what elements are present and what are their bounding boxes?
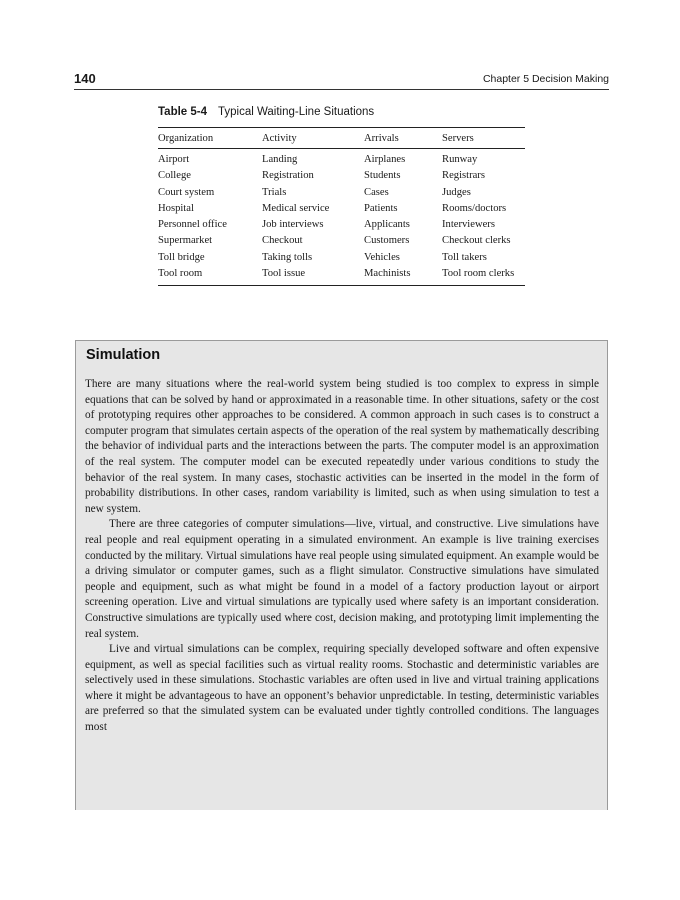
table-label: Table 5-4 (158, 106, 207, 118)
table-cell: Customers (364, 235, 410, 247)
table-cell: Students (364, 170, 401, 182)
table-cell: Medical service (262, 202, 330, 214)
table-cell: Patients (364, 202, 398, 214)
table-cell: Checkout (262, 235, 303, 247)
table-row (158, 149, 525, 169)
waiting-line-table (158, 127, 525, 286)
table-caption (158, 106, 374, 118)
column-header-servers: Servers (442, 128, 525, 149)
table-cell: Registrars (442, 170, 485, 182)
table-cell: Machinists (364, 268, 411, 280)
table-cell: Airport (158, 154, 190, 165)
table-cell: Supermarket (158, 235, 213, 247)
table-cell: Taking tolls (262, 251, 313, 263)
table-row (158, 201, 525, 217)
table-cell: Landing (262, 154, 298, 165)
table-cell: Airplanes (364, 154, 406, 165)
table-cell: Tool room (158, 268, 203, 280)
column-header-organization: Organization (158, 128, 262, 149)
table-cell: Cases (364, 186, 389, 198)
table-title: Typical Waiting-Line Situations (218, 106, 375, 118)
table-cell: Rooms/doctors (442, 202, 507, 214)
body-paragraph: There are three categories of computer simulations—live, virtual, and constructive. Live simulations have real people and real equipment operating in a simulated environment. An example is live training exercises conducted by the military. Virtual simulations have real people using simulated equipment. An example would be a driving simulator or computer games, such as a flight simulator. Constructive simulations have simulated people and equipment, such as what might be found in a model of a factory production layout or airport screening operation. Live and virtual simulations are typically used where safety is an important consideration. Constructive simulations are typically used where cost, decision making, and prototyping limit implementing the real system. (85, 518, 599, 640)
body-paragraph: There are many situations where the real-world system being studied is too complex to express in simple equations that can be solved by hand or approximated in a reasonable time. In other situations, safety or the cost of prototyping requires other approaches to be considered. A common approach in such cases is to construct a computer program that simulates certain aspects of the operation of the real system by mathematically describing the behavior of individual parts and the interactions between the parts. The computer model is an approximation of the real system. The computer model can be executed repeatedly under various conditions to study the behavior of the real system. In many cases, stochastic activities can be inserted in the model in the form of probability distributions. In other cases, random variability is limited, such as when using simulation to test a new system. (85, 378, 599, 515)
table-row (158, 185, 525, 201)
table-cell: Registration (262, 170, 314, 182)
table-cell: Hospital (158, 202, 194, 214)
table-cell: Checkout clerks (442, 235, 511, 247)
table-cell: Applicants (364, 219, 410, 231)
table-cell: Toll bridge (158, 251, 205, 263)
simulation-sidebar-box (75, 340, 608, 810)
table-cell: Tool issue (262, 268, 306, 280)
table-cell: Personnel office (158, 219, 227, 231)
table-cell: Toll takers (442, 251, 487, 263)
table-row (158, 217, 525, 233)
running-header (74, 71, 609, 90)
table-cell: Vehicles (364, 251, 400, 263)
table-cell: Runway (442, 154, 478, 165)
table-cell: Judges (442, 186, 471, 198)
table-cell: College (158, 170, 191, 182)
table-cell: Tool room clerks (442, 268, 515, 280)
table-cell: Court system (158, 186, 215, 198)
table-header-row (158, 128, 525, 149)
body-paragraph: Live and virtual simulations can be complex, requiring specially developed software and often expensive equipment, as well as special facilities such as virtual reality rooms. Stochastic and deterministic variables are selectively used in these simulations. Stochastic variables are often used in live and virtual training applications where it might be advantageous to have an opponent’s behavior unpredictable. In testing, deterministic variables are preferred so that the simulated system can be evaluated under tightly controlled conditions. The languages most (85, 643, 599, 734)
chapter-title: Chapter 5 Decision Making (482, 73, 609, 85)
table-row (158, 266, 525, 286)
column-header-activity: Activity (262, 128, 364, 149)
column-header-arrivals: Arrivals (364, 128, 442, 149)
table-row (158, 233, 525, 249)
simulation-heading: Simulation (86, 347, 161, 363)
table-row (158, 168, 525, 184)
table-cell: Job interviews (262, 219, 324, 231)
table-cell: Trials (262, 186, 287, 198)
page-number: 140 (74, 71, 96, 86)
table-cell: Interviewers (442, 219, 495, 231)
simulation-body (85, 377, 599, 736)
table-row (158, 250, 525, 266)
